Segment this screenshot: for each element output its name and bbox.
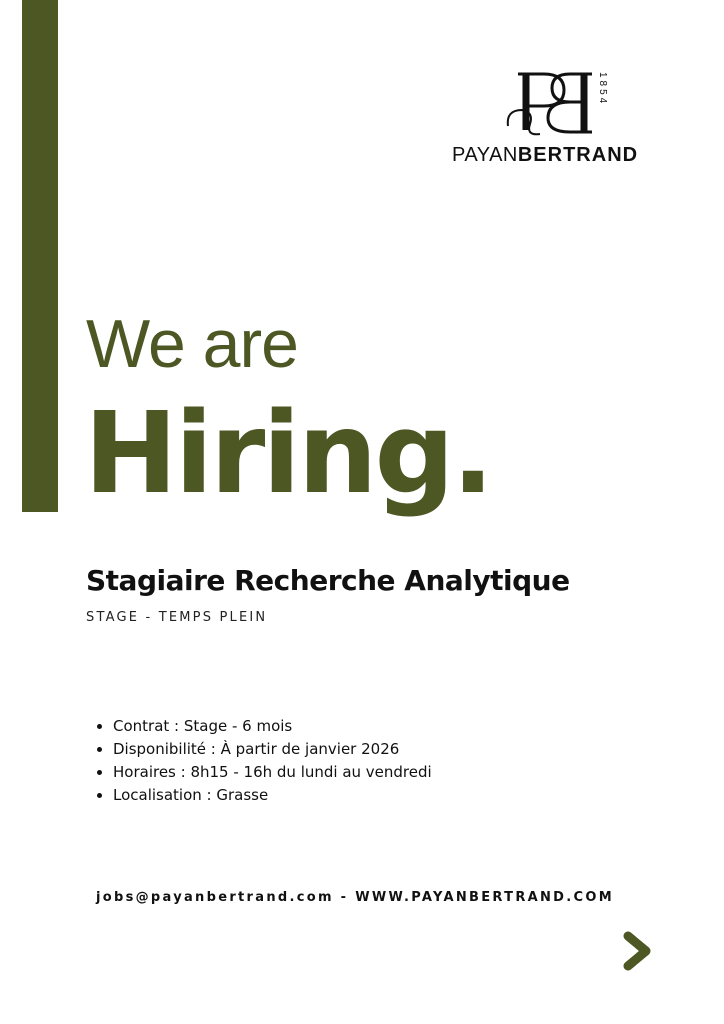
brand-year: 1854 xyxy=(597,72,608,107)
brand-logo xyxy=(448,66,658,176)
contact-line xyxy=(96,890,614,905)
pb-monogram-logo xyxy=(500,66,610,142)
job-details-list xyxy=(95,715,432,807)
accent-bar xyxy=(22,0,58,512)
contact-website-link[interactable]: WWW.PAYANBERTRAND.COM xyxy=(355,890,614,905)
job-type: STAGE - TEMPS PLEIN xyxy=(86,610,268,625)
job-title: Stagiaire Recherche Analytique xyxy=(86,564,570,597)
chevron-right-icon[interactable] xyxy=(620,930,656,972)
headline-hiring: Hiring. xyxy=(84,389,492,519)
contact-separator: - xyxy=(333,890,356,905)
contact-email-link[interactable]: jobs@payanbertrand.com xyxy=(96,890,334,905)
brand-name xyxy=(452,144,638,167)
headline-we-are: We are xyxy=(86,306,298,382)
brand-name-bold: BERTRAND xyxy=(517,144,639,166)
brand-name-light: PAYAN xyxy=(452,144,518,166)
list-item-availability: • Disponibilité : À partir de janvier 2026 xyxy=(113,738,432,761)
list-item-hours: • Horaires : 8h15 - 16h du lundi au vendredi xyxy=(113,761,432,784)
list-item-contract: • Contrat : Stage - 6 mois xyxy=(113,715,432,738)
list-item-location: • Localisation : Grasse xyxy=(113,784,432,807)
